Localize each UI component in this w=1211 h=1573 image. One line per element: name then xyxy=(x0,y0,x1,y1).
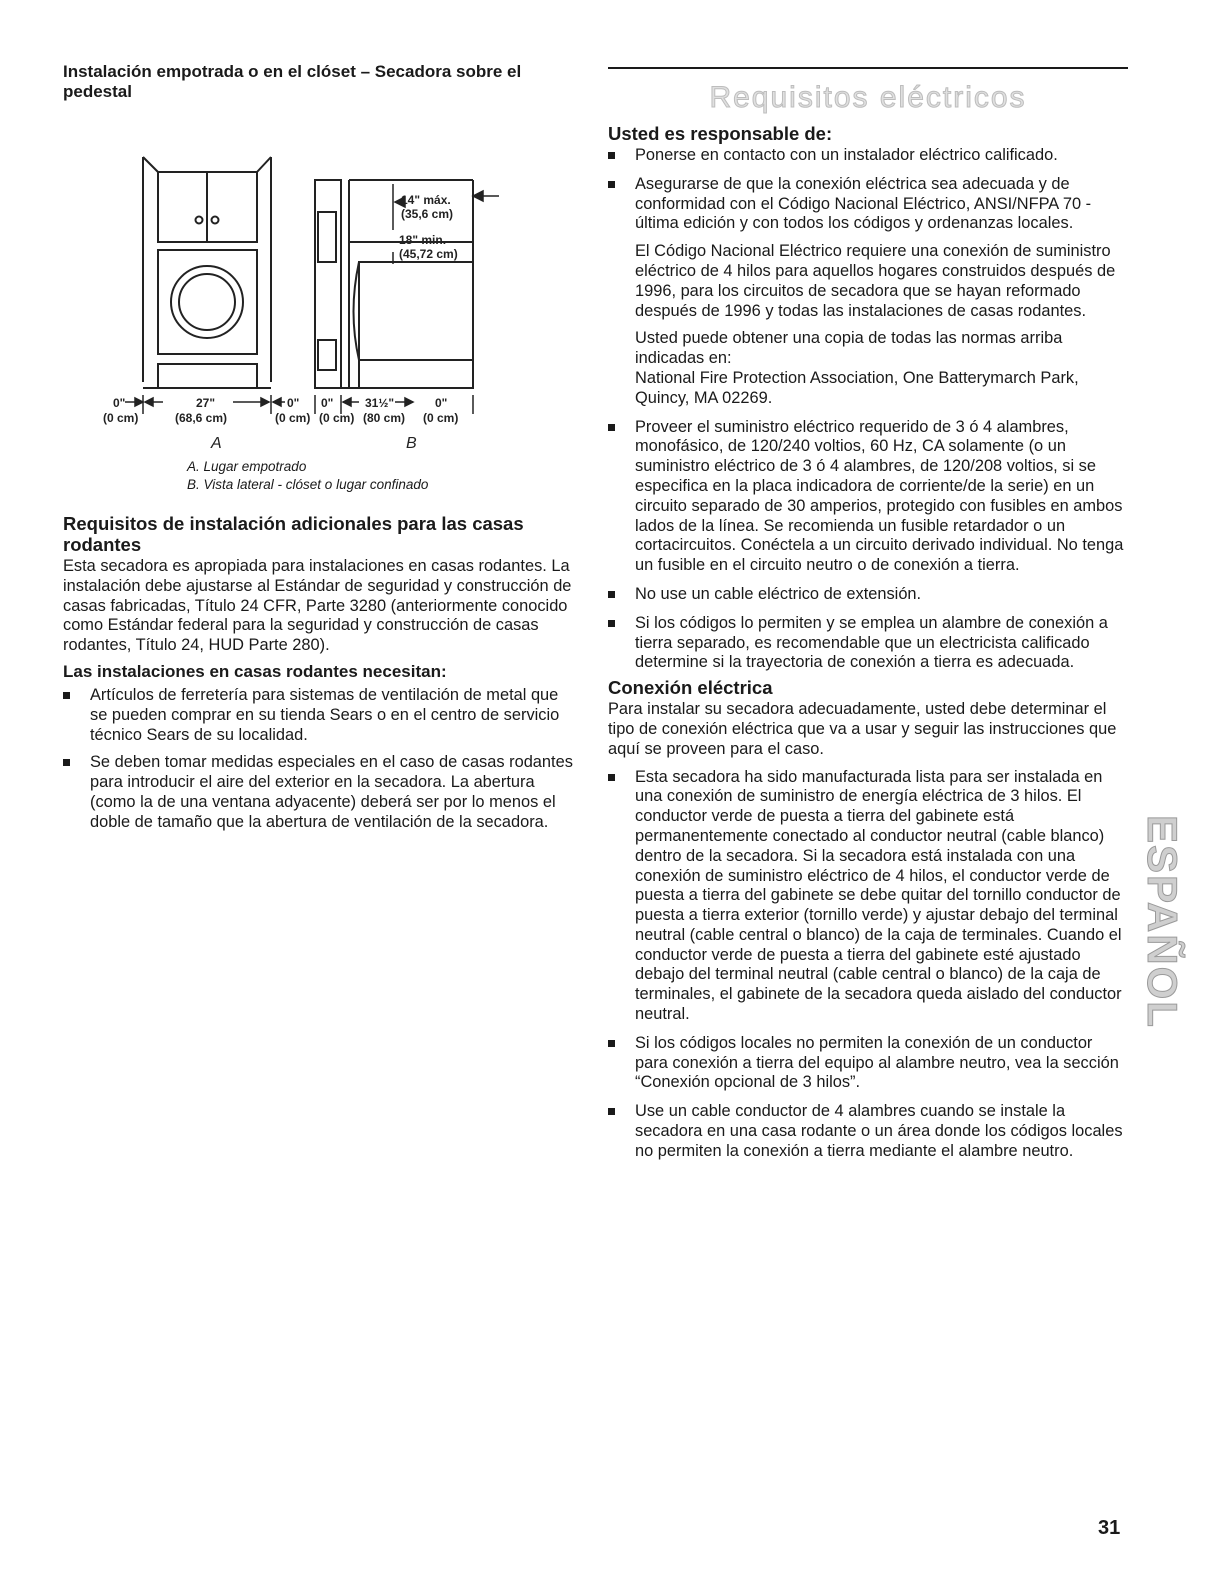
bullet-icon xyxy=(608,424,615,431)
list-item: Artículos de ferretería para sistemas de ventilación de metal que se pueden comprar en su tienda Sears o en el centro de servicio técnico Sears de su localidad. xyxy=(63,686,573,745)
b-top-max-cm: (35,6 cm) xyxy=(401,207,454,221)
list-item: Proveer el suministro eléctrico requerido de 3 ó 4 alambres, monofásico, de 120/240 voltios, 60 Hz, CA solamente (o un suministro eléctrico de 3 ó 4 alambres, de 120/208 voltios, si se especifica en la placa indicadora de corriente/de la serie) en un circuito separado de 30 amperios, protegido con fusibles en ambos lados de la línea. Se recomienda un fusible retardador o un cortacircuitos. Conéctela a un circuito derivado individual. No tenga un fusible en el circuito neutro o de conexión a tierra. xyxy=(608,418,1128,576)
installation-diagram xyxy=(63,112,573,492)
b-depth-cm: (80 cm) xyxy=(363,411,406,425)
section-rule xyxy=(608,67,1128,69)
list-item: Esta secadora ha sido manufacturada lista para ser instalada en una conexión de suministro de energía eléctrica de 3 hilos. El conductor verde de puesta a tierra del gabinete está permanentemente conectado al conductor neutral (cable blanco) dentro de la secadora. Si la secadora está instalada con una conexión de suministro eléctrico de 4 hilos, el conductor verde de puesta a tierra del gabinete se debe quitar del tornillo conductor de puesta a tierra exterior (tornillo verde) y ajustar debajo del terminal neutral (cable central o blanco) de la caja de terminales. Cuando el conductor verde de puesta a tierra del gabinete esté ajustado debajo del terminal neutral (cable central o blanco) de la caja de terminales, el gabinete de la secadora queda aislado del conductor neutral. xyxy=(608,768,1128,1025)
b-right0: 0" xyxy=(435,396,448,410)
caption-b: B. Vista lateral - clóset o lugar confinado xyxy=(187,477,429,492)
b-top-max: 14" máx. xyxy=(401,193,451,207)
mobile-needs-heading: Las instalaciones en casas rodantes necesitan: xyxy=(63,661,447,681)
mobile-home-heading: Requisitos de instalación adicionales para las casas rodantes xyxy=(63,513,524,555)
responsible-heading: Usted es responsable de: xyxy=(608,123,833,144)
b-min-cm: (45,72 cm) xyxy=(399,247,458,261)
figure-a-recessed xyxy=(143,157,271,388)
list-item: Asegurarse de que la conexión eléctrica sea adecuada y de conformidad con el Código Nacional Eléctrico, ANSI/NFPA 70 - última edición y con todos los códigos y ordenanzas locales. El Código Nacional Eléctrico requiere una conexión de suministro eléctrico de 4 hilos para aquellos hogares construidos después de 1996, para los circuitos de secadora que se hayan reformado después de 1996 y todas las instalaciones de casas rodantes. Usted puede obtener una copia de todas las normas arriba indicadas en: National Fire Protection Association, One Batterymarch Park, Quincy, MA 02269. xyxy=(608,175,1128,409)
mobile-needs-list xyxy=(63,686,573,833)
section-title: Requisitos eléctricos xyxy=(709,81,1027,114)
bullet-icon xyxy=(608,591,615,598)
language-side-tab xyxy=(1139,815,1190,1061)
installation-figure xyxy=(63,112,573,502)
b-depth: 31½" xyxy=(365,396,395,410)
caption-a: A. Lugar empotrado xyxy=(187,459,307,474)
side-tab-label: ESPAÑOL xyxy=(1139,815,1186,1029)
list-item: Si los códigos locales no permiten la conexión de un conductor para conexión a tierra del equipo al alambre neutro, vea la sección “Conexión opcional de 3 hilos”. xyxy=(608,1034,1128,1093)
label-b: B xyxy=(406,435,417,452)
a-left0: 0" xyxy=(113,396,126,410)
a-right0-cm: (0 cm) xyxy=(275,411,311,425)
list-item: Use un cable conductor de 4 alambres cuando se instale la secadora en una casa rodante o un área donde los códigos locales no permiten la conexión a tierra mediante el alambre neutro. xyxy=(608,1102,1128,1161)
sub-paragraph: El Código Nacional Eléctrico requiere una conexión de suministro eléctrico de 4 hilos para aquellos hogares construidos después de 1996, para los circuitos de secadora que se hayan reformado después de 1996 y todas las instalaciones de casas rodantes. xyxy=(635,242,1116,320)
bullet-icon xyxy=(63,759,70,766)
closet-install-heading: Instalación empotrada o en el clóset – Secadora sobre el pedestal xyxy=(63,62,522,101)
left-column xyxy=(63,62,573,833)
figure-captions xyxy=(187,458,428,494)
bullet-icon xyxy=(608,181,615,188)
a-width-cm: (68,6 cm) xyxy=(175,411,228,425)
page-number: 31 xyxy=(1098,1517,1121,1539)
bullet-icon xyxy=(608,152,615,159)
list-item: Se deben tomar medidas especiales en el caso de casas rodantes para introducir el aire del exterior en la secadora. La abertura (como la de una ventana adyacente) deberá ser por lo menos el doble de tamaño que la abertura de ventilación de la secadora. xyxy=(63,753,573,832)
mobile-home-paragraph: Esta secadora es apropiada para instalaciones en casas rodantes. La instalación debe ajustarse al Estándar de seguridad y construcción de casas fabricadas, Título 24 CFR, Parte 3280 (anteriormente conocido como Estándar federal para la seguridad y construcción de casas rodantes, Título 24, HUD Parte 280). xyxy=(63,557,572,655)
sub-paragraph: Usted puede obtener una copia de todas las normas arriba indicadas en: National Fire Protection Association, One Batterymarch Park, Quincy, MA 02269. xyxy=(635,329,1079,407)
bullet-icon xyxy=(608,1040,615,1047)
a-right0: 0" xyxy=(287,396,300,410)
list-item: Ponerse en contacto con un instalador eléctrico calificado. xyxy=(608,146,1128,166)
b-min: 18" min. xyxy=(399,233,447,247)
b-left0: 0" xyxy=(321,396,334,410)
right-column xyxy=(608,62,1128,1162)
bullet-icon xyxy=(608,774,615,781)
connection-list xyxy=(608,768,1128,1162)
bullet-icon xyxy=(608,1108,615,1115)
connection-heading: Conexión eléctrica xyxy=(608,677,773,699)
list-item: Si los códigos lo permiten y se emplea un alambre de conexión a tierra separado, es recomendable que un electricista calificado determine si la trayectoria de conexión a tierra es adecuada. xyxy=(608,614,1128,673)
b-right0-cm: (0 cm) xyxy=(423,411,459,425)
a-width: 27" xyxy=(196,396,216,410)
a-left0-cm: (0 cm) xyxy=(103,411,139,425)
responsible-list xyxy=(608,146,1128,673)
list-item: No use un cable eléctrico de extensión. xyxy=(608,585,1128,605)
bullet-icon xyxy=(608,620,615,627)
label-a: A xyxy=(211,435,222,452)
bullet-icon xyxy=(63,692,70,699)
b-left0-cm: (0 cm) xyxy=(319,411,355,425)
connection-paragraph: Para instalar su secadora adecuadamente, usted debe determinar el tipo de conexión eléctrica que va a usar y seguir las instrucciones que aquí se proveen para el caso. xyxy=(608,700,1117,758)
